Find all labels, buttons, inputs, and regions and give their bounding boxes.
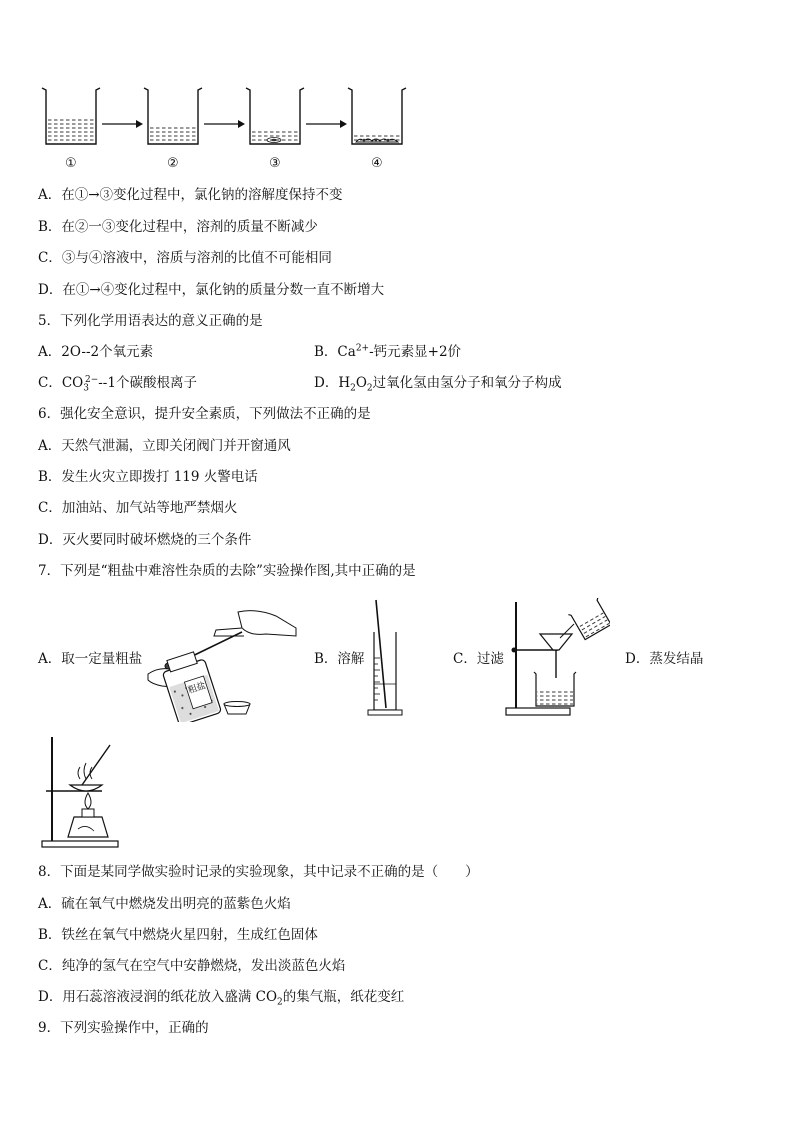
- q6-option-a: A．天然气泄漏，立即关闭阀门并开窗通风: [38, 438, 291, 454]
- q8-stem: 8．下面是某同学做实验时记录的实验现象，其中记录不正确的是（ ）: [38, 864, 479, 880]
- beaker-label-3: ③: [269, 156, 281, 171]
- beaker-sequence-figure: [36, 82, 416, 177]
- q5-option-c: C．$CO_3^{2-}--1$个碳酸根离子: [38, 374, 197, 394]
- beaker-label-1: ①: [65, 156, 77, 171]
- q7-stem: 7．下列是“粗盐中难溶性杂质的去除”实验操作图,其中正确的是: [38, 563, 416, 579]
- beaker-3: [246, 88, 304, 144]
- q6-option-d: D．灭火要同时破坏燃烧的三个条件: [38, 532, 252, 548]
- bottle-label: 粗盐: [186, 681, 208, 697]
- q5-option-b: B．$Ca^{2+}-$钙元素显+2价: [314, 343, 462, 360]
- arrow-1-2: [102, 120, 143, 128]
- evaporation-illustration: [40, 733, 130, 849]
- q7-option-a-label: A．取一定量粗盐: [38, 651, 143, 667]
- q6-stem: 6．强化安全意识，提升安全素质，下列做法不正确的是: [38, 406, 371, 422]
- q7-option-c-label: C．过滤: [453, 651, 504, 667]
- q5-stem: 5．下列化学用语表达的意义正确的是: [38, 313, 263, 329]
- arrow-3-4: [306, 120, 347, 128]
- q4-option-b: B．在②一③变化过程中，溶剂的质量不断减少: [38, 219, 318, 235]
- beaker-label-2: ②: [167, 156, 179, 171]
- q9-stem: 9．下列实验操作中，正确的: [38, 1020, 209, 1036]
- q6-option-c: C．加油站、加气站等地严禁烟火: [38, 500, 238, 516]
- q5-option-d: D．$H_2O_2$过氧化氢由氢分子和氧分子构成: [314, 375, 562, 394]
- q4-option-c: C．③与④溶液中，溶质与溶剂的比值不可能相同: [38, 250, 332, 266]
- q8-option-b: B．铁丝在氧气中燃烧火星四射，生成红色固体: [38, 927, 318, 943]
- arrow-2-3: [204, 120, 245, 128]
- q5-option-a: A．2O--2个氧元素: [38, 344, 154, 360]
- dissolve-illustration: [364, 598, 408, 718]
- q6-option-b: B．发生火灾立即拨打 119 火警电话: [38, 469, 258, 485]
- filtration-illustration: [504, 598, 610, 720]
- beaker-2: [144, 88, 202, 144]
- take-salt-illustration: [146, 606, 308, 722]
- q4-option-a: A．在①→③变化过程中，氯化钠的溶解度保持不变: [38, 187, 343, 203]
- beaker-4: [348, 88, 406, 144]
- q7-option-b-label: B．溶解: [314, 651, 365, 667]
- q8-option-c: C．纯净的氢气在空气中安静燃烧，发出淡蓝色火焰: [38, 958, 346, 974]
- beaker-label-4: ④: [371, 156, 383, 171]
- q7-option-d-label: D．蒸发结晶: [625, 651, 704, 667]
- beaker-1: [42, 88, 100, 144]
- q8-option-d: D．用石蕊溶液浸润的纸花放入盛满 $CO_2$的集气瓶，纸花变红: [38, 989, 405, 1008]
- q4-option-d: D．在①→④变化过程中，氯化钠的质量分数一直不断增大: [38, 282, 385, 298]
- q8-option-a: A．硫在氧气中燃烧发出明亮的蓝紫色火焰: [38, 896, 291, 912]
